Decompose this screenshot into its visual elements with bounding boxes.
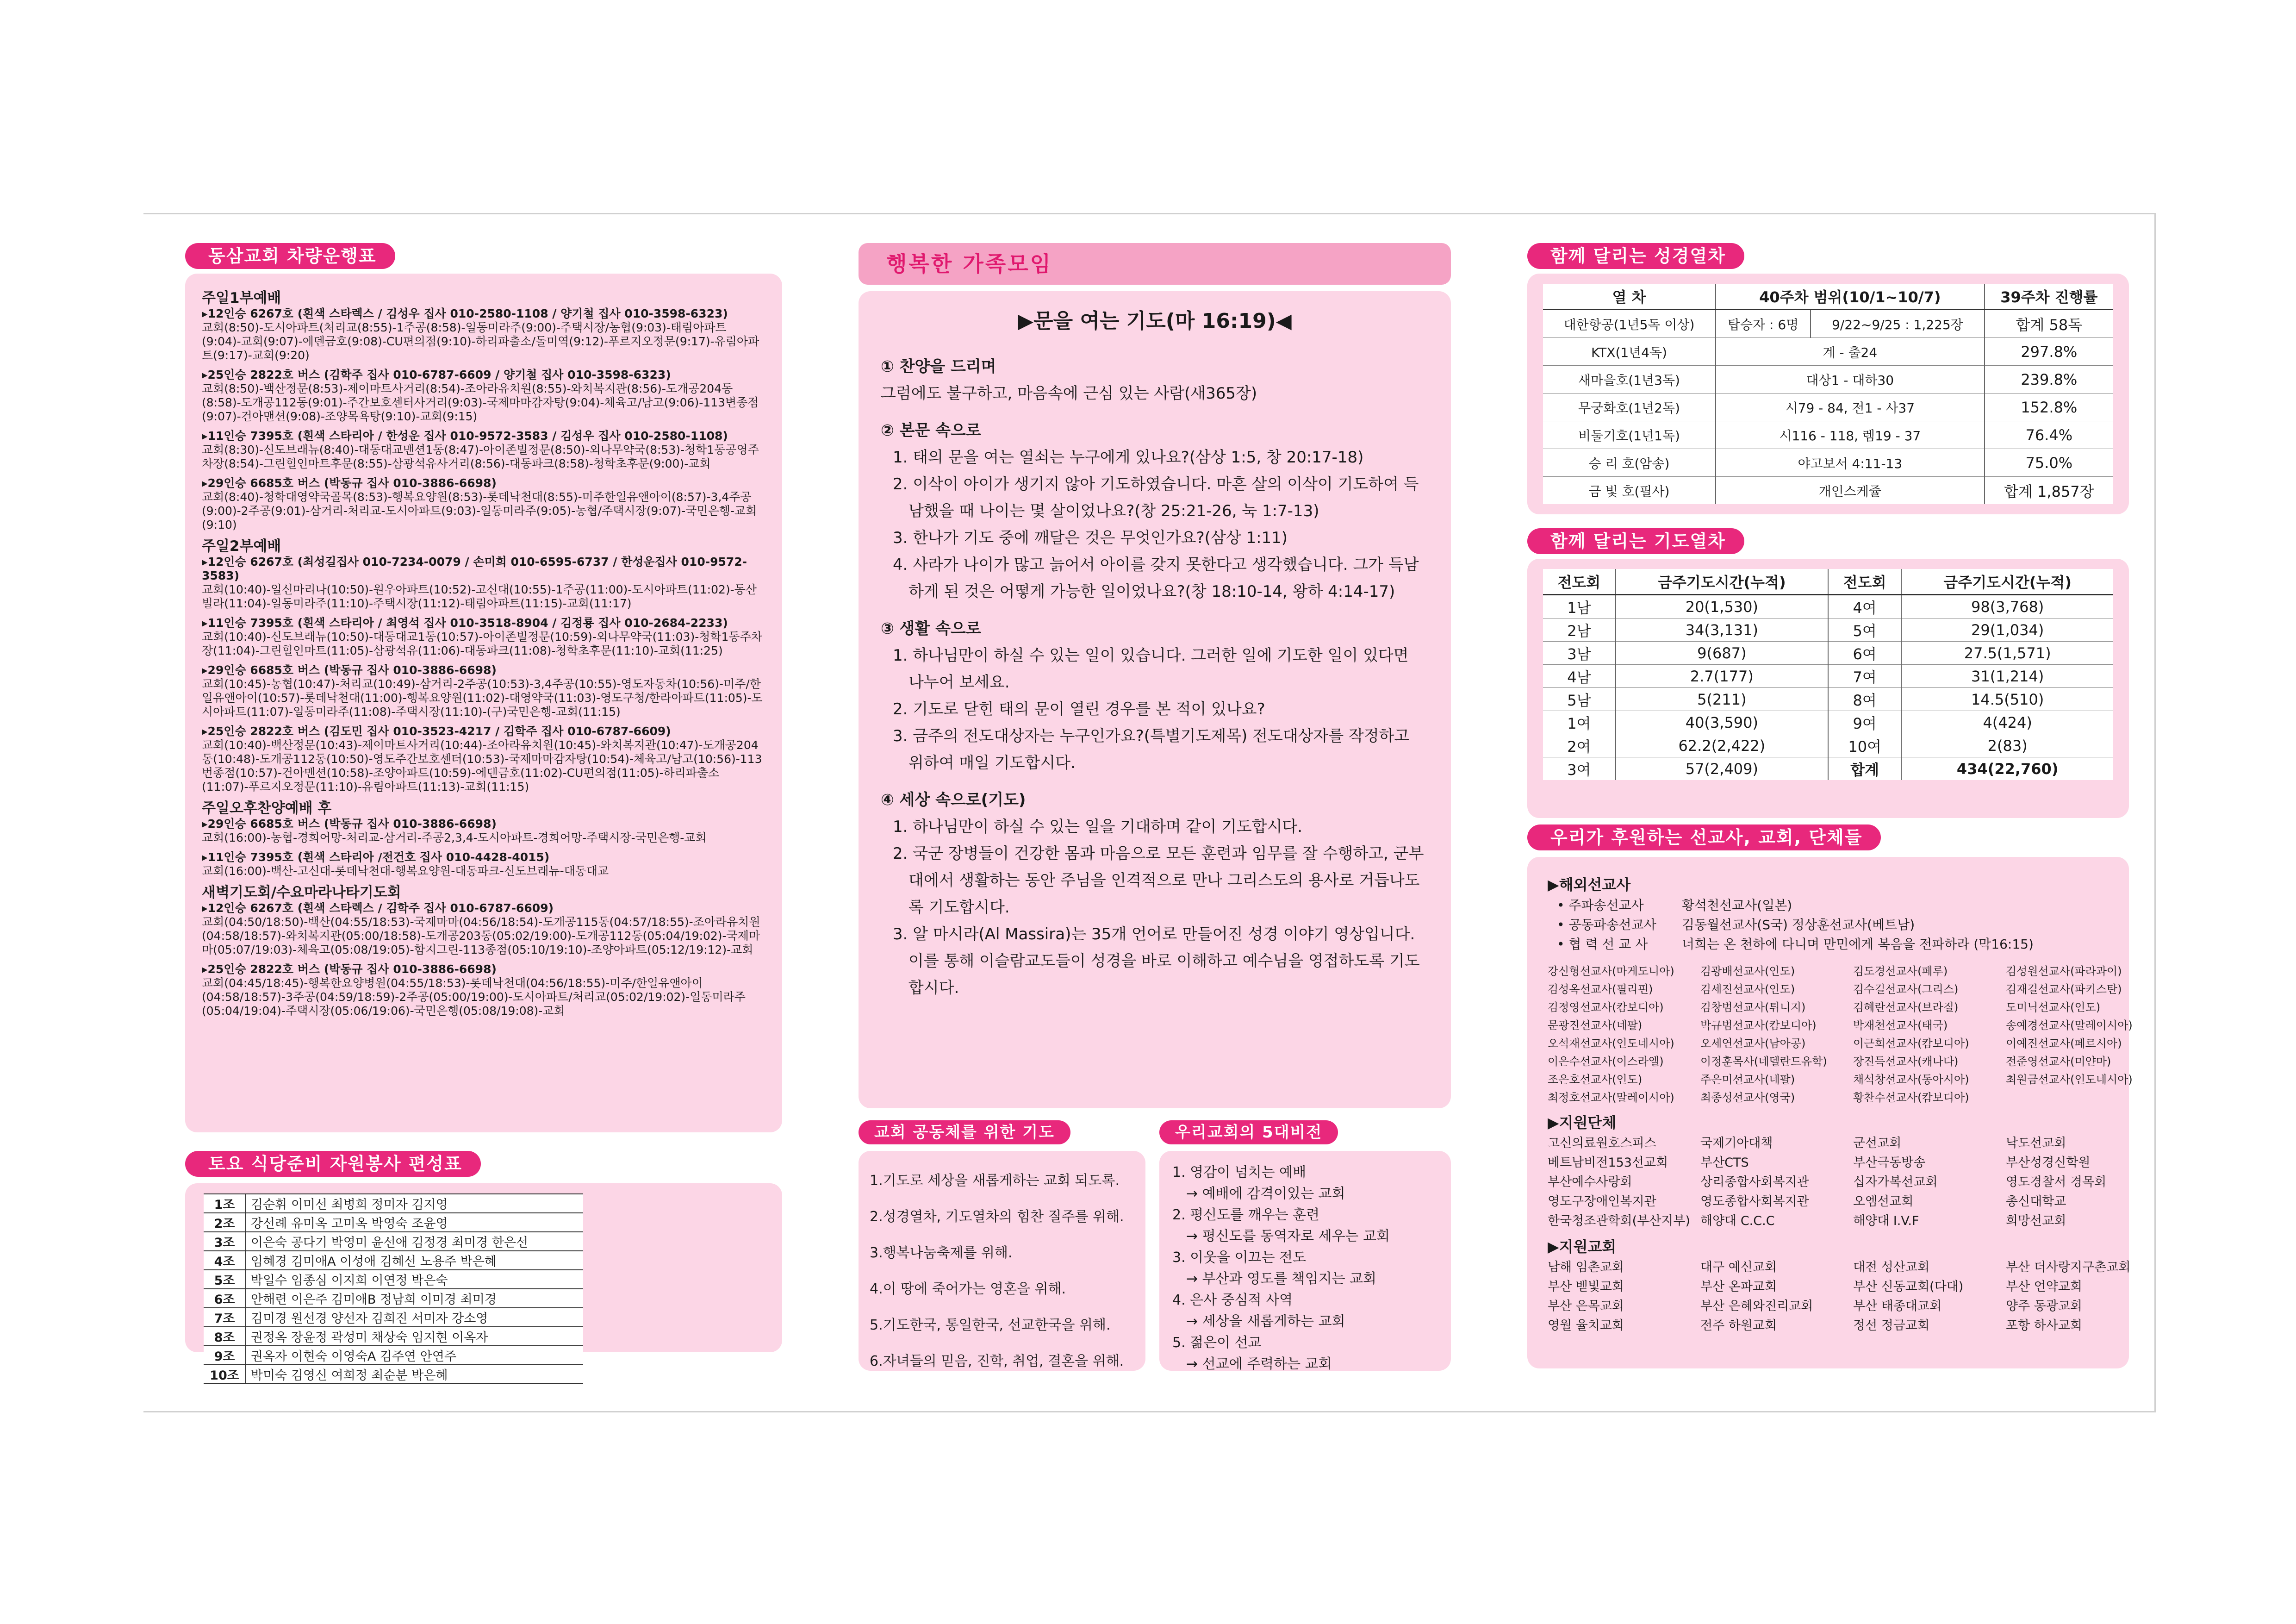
overseas-row <box>1548 935 2109 954</box>
table-row <box>1543 711 2113 734</box>
table-row <box>1543 421 2113 449</box>
section-life-list <box>881 642 1429 776</box>
table-cell: 5(211) <box>1616 688 1828 711</box>
table-row <box>204 1270 583 1289</box>
missionary-name: 오석재선교사(인도네시아) <box>1548 1037 1674 1050</box>
org-name: 고신의료원호스피스 <box>1548 1136 1656 1150</box>
overseas-list <box>1548 896 2109 954</box>
church-name: 부산 언약교회 <box>2006 1280 2083 1294</box>
section-text-title: ② 본문 속으로 <box>881 421 981 440</box>
table-cell: 40(3,590) <box>1616 711 1828 734</box>
table-row <box>204 1289 583 1308</box>
section-world-list <box>881 813 1429 1001</box>
missionary-name: 송예경선교사(말레이시아) <box>2006 1019 2133 1032</box>
table-row <box>1543 449 2113 477</box>
list-item: 4. 사라가 나이가 많고 늙어서 아이를 갖지 못한다고 생각했습니다. 그가 득남하게 된 것은 어떻게 가능한 일이었나요?(창 18:10-14, 왕하 4:14-17) <box>893 556 1419 601</box>
table-row <box>1543 394 2113 421</box>
overseas-row <box>1548 915 2109 935</box>
table-cell: 27.5(1,571) <box>1901 642 2113 665</box>
org-name: 부산성경신학원 <box>2006 1156 2091 1170</box>
table-cell: 14.5(510) <box>1901 688 2113 711</box>
table-cell: 29(1,034) <box>1901 618 2113 642</box>
group-cell: 3조 <box>204 1232 246 1251</box>
missionary-name: 김수길선교사(그리스) <box>1853 983 1959 996</box>
bus-entry <box>202 555 765 611</box>
list-item: → 평신도를 동역자로 세우는 교회 <box>1186 1228 1390 1244</box>
table-row <box>1543 595 2113 618</box>
table-cell: 10여 <box>1828 734 1901 757</box>
column-header: 금주기도시간(누적) <box>1901 569 2113 595</box>
names-cell: 김미경 원선경 양선자 김희진 서미자 강소영 <box>246 1308 583 1327</box>
left-column <box>185 243 782 1383</box>
org-name: 총신대학교 <box>2006 1194 2066 1209</box>
overseas-type: • 협 력 선 교 사 <box>1557 937 1648 952</box>
list-item: 6.자녀들의 믿음, 진학, 취업, 결혼을 위해. <box>870 1353 1124 1369</box>
bus-vehicle: ▸29인승 6685호 버스 (박동규 집사 010-3886-6698) <box>202 476 497 490</box>
missionary-name: 김세진선교사(인도) <box>1700 983 1795 996</box>
volunteer-title: 토요 식당준비 자원봉사 편성표 <box>185 1151 481 1177</box>
list-item: 4. 은사 중심적 사역 <box>1172 1292 1293 1308</box>
bus-route: 교회(16:00)-백산-고신대-롯데낙천대-행복요양원-대동파크-신도브래뉴-대동대교 <box>202 864 609 878</box>
progress-cell: 239.8% <box>1985 366 2113 394</box>
middle-column <box>859 243 1451 1372</box>
bus-vehicle: ▸11인승 7395호 (흰색 스타리아 / 최영석 집사 010-3518-8904 / 김정룡 집사 010-2684-2233) <box>202 616 728 630</box>
progress-cell: 합계 58독 <box>1985 310 2113 338</box>
group-cell: 4조 <box>204 1251 246 1270</box>
overseas-value: 황석천선교사(일본) <box>1682 898 1792 913</box>
range-cell: 시79 - 84, 전1 - 사37 <box>1716 394 1985 421</box>
volunteer-table <box>204 1193 583 1384</box>
list-item: 3. 이웃을 이끄는 전도 <box>1172 1249 1307 1266</box>
progress-cell: 297.8% <box>1985 338 2113 366</box>
progress-cell: 152.8% <box>1985 394 2113 421</box>
table-cell: 3여 <box>1543 757 1616 781</box>
bus-vehicle: ▸11인승 7395호 (흰색 스타리아 /전건호 집사 010-4428-4015) <box>202 850 550 864</box>
church-name: 전주 하원교회 <box>1700 1318 1777 1333</box>
church-name: 포항 하사교회 <box>2006 1318 2083 1333</box>
missionary-name: 최정호선교사(말레이시아) <box>1548 1091 1674 1104</box>
bus-entry <box>202 616 765 658</box>
missionary-name: 박규범선교사(캄보디아) <box>1700 1019 1817 1032</box>
family-title: 행복한 가족모임 <box>859 243 1451 285</box>
list-item: 3. 알 마시라(Al Massira)는 35개 언어로 만들어진 성경 이야기 영상입니다. 이를 통해 이슬람교도들이 성경을 바로 이해하고 예수님을 영접하도록 기도합시다. <box>893 925 1420 997</box>
missionary-name: 김재길선교사(파키스탄) <box>2006 983 2122 996</box>
table-row <box>1543 734 2113 757</box>
table-row <box>204 1251 583 1270</box>
names-cell: 권정옥 장윤정 곽성미 채상숙 임지현 이옥자 <box>246 1327 583 1346</box>
progress-cell: 합계 1,857장 <box>1985 477 2113 505</box>
group-cell: 5조 <box>204 1270 246 1289</box>
missionary-name: 최원금선교사(인도네시아) <box>2006 1073 2133 1086</box>
table-row <box>204 1365 583 1384</box>
section-praise-title: ① 찬양을 드리며 <box>881 357 996 376</box>
church-name: 부산 온파교회 <box>1700 1280 1777 1294</box>
table-row <box>1543 477 2113 505</box>
missionary-name <box>2006 1089 2145 1107</box>
bus-entry <box>202 368 765 424</box>
list-item: 2. 이삭이 아이가 생기지 않아 기도하였습니다. 마흔 살의 이삭이 기도하여 득남했을 때 나이는 몇 살이었나요?(창 25:21-26, 눅 1:7-13) <box>893 475 1419 520</box>
range-cell: 계 - 출24 <box>1716 338 1985 366</box>
list-item: 2. 기도로 닫힌 태의 문이 열린 경우를 본 적이 있나요? <box>893 700 1265 718</box>
train-cell: 비둘기호(1년1독) <box>1543 421 1716 449</box>
range-cell: 시116 - 118, 렘19 - 37 <box>1716 421 1985 449</box>
table-row <box>1543 642 2113 665</box>
table-row <box>1543 618 2113 642</box>
church-name: 대전 성산교회 <box>1853 1260 1930 1274</box>
missions-title: 우리가 후원하는 선교사, 교회, 단체들 <box>1527 824 1881 850</box>
table-cell: 57(2,409) <box>1616 757 1828 781</box>
table-cell: 2남 <box>1543 618 1616 642</box>
table-cell: 34(3,131) <box>1616 618 1828 642</box>
org-name: 상리종합사회복지관 <box>1700 1175 1809 1189</box>
progress-cell: 75.0% <box>1985 449 2113 477</box>
bus-vehicle: ▸29인승 6685호 버스 (박동규 집사 010-3886-6698) <box>202 663 497 677</box>
range-cell: 탑승자 : 6명 <box>1716 310 1811 338</box>
org-name: 영도종합사회복지관 <box>1700 1194 1809 1209</box>
list-item: → 부산과 영도를 책임지는 교회 <box>1186 1271 1377 1287</box>
bible-train-table <box>1543 284 2113 504</box>
list-item: 1.기도로 세상을 새롭게하는 교회 되도록. <box>870 1173 1120 1189</box>
missionary-name: 김성원선교사(파라과이) <box>2006 965 2122 978</box>
org-name: 영도경찰서 경목회 <box>2006 1175 2107 1189</box>
bus-schedule-panel <box>185 274 782 1132</box>
missionary-grid <box>1548 962 2133 1107</box>
table-cell: 9(687) <box>1616 642 1828 665</box>
missionary-name: 도미닉선교사(인도) <box>2006 1001 2101 1014</box>
missionary-name: 전준영선교사(미얀마) <box>2006 1055 2111 1068</box>
missionary-name: 오세연선교사(남아공) <box>1700 1037 1806 1050</box>
bus-vehicle: ▸25인승 2822호 버스 (박동규 집사 010-3886-6698) <box>202 962 497 976</box>
table-cell: 6여 <box>1828 642 1901 665</box>
overseas-type: • 주파송선교사 <box>1557 898 1644 913</box>
range-cell: 9/22~9/25 : 1,225장 <box>1811 310 1984 338</box>
missionary-name: 김성옥선교사(필리핀) <box>1548 983 1653 996</box>
train-cell: 새마을호(1년3독) <box>1543 366 1716 394</box>
table-cell: 합계 <box>1828 757 1901 781</box>
missionary-name: 장진득선교사(캐나다) <box>1853 1055 1959 1068</box>
org-name: 군선교회 <box>1853 1136 1902 1150</box>
table-cell: 8여 <box>1828 688 1901 711</box>
missions-panel <box>1527 857 2133 1368</box>
org-name: 부산극동방송 <box>1853 1156 1926 1170</box>
bus-schedule-title: 동삼교회 차량운행표 <box>185 243 395 269</box>
org-name: 부산CTS <box>1700 1156 1749 1170</box>
table-cell: 7여 <box>1828 665 1901 688</box>
church-name: 남해 임촌교회 <box>1548 1260 1624 1274</box>
names-cell: 임혜경 김미애A 이성애 김혜선 노용주 박은혜 <box>246 1251 583 1270</box>
names-cell: 박미숙 김영신 여희정 최순분 박은혜 <box>246 1365 583 1384</box>
group-cell: 10조 <box>204 1365 246 1384</box>
column-header: 40주차 범위(10/1~10/7) <box>1716 284 1985 310</box>
missionary-name: 주은미선교사(네팔) <box>1700 1073 1795 1086</box>
missionary-name: 박재천선교사(태국) <box>1853 1019 1948 1032</box>
group-cell: 9조 <box>204 1346 246 1365</box>
vision-title: 우리교회의 5대비전 <box>1159 1120 1338 1144</box>
missionary-name: 조은호선교사(인도) <box>1548 1073 1643 1086</box>
table-row <box>1543 665 2113 688</box>
bus-vehicle: ▸29인승 6685호 버스 (박동규 집사 010-3886-6698) <box>202 817 497 831</box>
bus-vehicle: ▸12인승 6267호 (최성길집사 010-7234-0079 / 손미희 010-6595-6737 / 한성운집사 010-9572-3583) <box>202 555 747 582</box>
table-cell: 2여 <box>1543 734 1616 757</box>
overseas-row <box>1548 896 2109 915</box>
bus-section-title: 주일2부예배 <box>202 538 281 555</box>
list-item: 5.기도한국, 통일한국, 선교한국을 위해. <box>870 1317 1111 1333</box>
bus-route: 교회(10:45)-농협(10:47)-처리교(10:49)-삼거리-2주공(10:53)-3,4주공(10:55)-영도자동차(10:56)-미주/한일유앤아이(10:57)-롯데낙천대(11:00)-행복요양원(11:02)-대영약국(11:03)-영도구청/한라아파트(11:05)-도시아파트(11:07)-일동미라주(11:08)-주택시장(11:10)-(구)국민은행-교회(11:15) <box>202 677 763 718</box>
church-name: 부산 은목교회 <box>1548 1299 1624 1313</box>
table-row <box>204 1346 583 1365</box>
table-row <box>1543 338 2113 366</box>
orgs-heading: ▶지원단체 <box>1548 1114 1617 1131</box>
missionary-name: 이정훈목사(네델란드유학) <box>1700 1055 1827 1068</box>
family-panel <box>859 291 1451 1108</box>
bus-route: 교회(10:40)-일신마리나(10:50)-원우아파트(10:52)-고신대(10:55)-1주공(11:00)-도시아파트(11:02)-동산빌라(11:04)-일동미라주(11:10)-주택시장(11:12)-태림아파트(11:15)-교회(11:17) <box>202 583 757 610</box>
missionary-name: 채석창선교사(동아시아) <box>1853 1073 1969 1086</box>
bus-route: 교회(10:40)-신도브래뉴(10:50)-대동대교1동(10:57)-아이존빌정문(10:59)-외나무약국(11:03)-청학1동주차장(11:04)-그린힐인마트(11:05)-삼광석유(11:06)-대동파크(11:08)-청학초후문(11:10)-교회(11:25) <box>202 630 762 657</box>
bus-route: 교회(04:45/18:45)-행복한요양병원(04:55/18:53)-롯데낙천대(04:56/18:55)-미주/한일유앤아이(04:58/18:57)-3주공(04:59/18:59)-2주공(05:00/19:00)-도시아파트/처리교(05:02/19:02)-일동미라주(05:04/19:04)-주택시장(05:06/19:06)-국민은행(05:08/19:08)-교회 <box>202 976 746 1018</box>
bus-entry <box>202 962 765 1018</box>
range-cell: 대상1 - 대하30 <box>1716 366 1985 394</box>
bus-route: 교회(8:40)-청학대영약국골목(8:53)-행복요양원(8:53)-롯데낙천대(8:55)-미주한일유앤아이(8:57)-3,4주공(9:00)-2주공(9:01)-삼거리-처리교-도시아파트(9:03)-일동미라주(9:05)-농협/주택시장(9:07)-국민은행-교회(9:10) <box>202 490 757 531</box>
overseas-heading: ▶해외선교사 <box>1548 876 1631 893</box>
names-cell: 권옥자 이현숙 이영숙A 김주연 안연주 <box>246 1346 583 1365</box>
bible-train-panel <box>1527 274 2129 514</box>
train-cell: 승 리 호(암송) <box>1543 449 1716 477</box>
community-prayer-title: 교회 공동체를 위한 기도 <box>859 1120 1070 1144</box>
church-name: 대구 예신교회 <box>1700 1260 1777 1274</box>
bus-route: 교회(8:50)-도시아파트(처리교(8:55)-1주공(8:58)-일동미라주(9:00)-주택시장/농협(9:03)-태림아파트(9:04)-교회(9:07)-에덴금호(9:08)-CU편의점(9:10)-하리파출소/돌미역(9:12)-푸르지오정문(9:17)-유림아파트(9:17)-교회(9:20) <box>202 321 759 362</box>
bus-route: 교회(16:00)-농협-경희어망-처리교-삼거리-주공2,3,4-도시아파트-경희어망-주택시장-국민은행-교회 <box>202 831 707 844</box>
missions-section <box>1527 824 2133 1368</box>
table-cell: 4여 <box>1828 595 1901 618</box>
bible-train-title: 함께 달리는 성경열차 <box>1527 243 1744 269</box>
org-name: 국제기아대책 <box>1700 1136 1773 1150</box>
list-item: 2. 국군 장병들이 건강한 몸과 마음으로 모든 훈련과 임무를 잘 수행하고, 군부대에서 생활하는 동안 주님을 인격적으로 만나 그리스도의 용사로 거듭나도록 기도합시다. <box>893 844 1424 917</box>
bus-route: 교회(10:40)-백산정문(10:43)-제이마트사거리(10:44)-조아라유치원(10:45)-와치복지관(10:47)-도개공204동(10:48)-도개공112동(10:50)-영도주간보호센터(10:53)-국제마마감자탕(10:54)-체육고/남고(10:56)-113번종점(10:57)-건아맨션(10:58)-조양아파트(10:59)-에덴금호(11:02)-CU편의점(11:05)-하리파출소(11:07)-푸르지오정문(11:10)-유림아파트(11:13)-교회(11:15) <box>202 738 762 793</box>
bus-entry <box>202 307 765 362</box>
table-cell: 3남 <box>1543 642 1616 665</box>
bus-entry <box>202 817 765 845</box>
table-row <box>204 1308 583 1327</box>
bus-entry <box>202 663 765 719</box>
names-cell: 박일수 임종심 이지희 이연정 박은숙 <box>246 1270 583 1289</box>
overseas-value: 너희는 온 천하에 다니며 만민에게 복음을 전파하라 (막16:15) <box>1682 937 2034 952</box>
org-name: 한국청조관학회(부산지부) <box>1548 1214 1690 1228</box>
list-item: 2.성경열차, 기도열차의 힘찬 질주를 위해. <box>870 1209 1124 1225</box>
org-name: 해양대 I.V.F <box>1853 1214 1919 1228</box>
train-cell: 무궁화호(1년2독) <box>1543 394 1716 421</box>
vision-panel <box>1159 1151 1451 1371</box>
names-cell: 이은숙 공다기 박영미 윤선애 김정경 최미경 한은선 <box>246 1232 583 1251</box>
bus-entry <box>202 725 765 794</box>
group-cell: 8조 <box>204 1327 246 1346</box>
list-item: 1. 영감이 넘치는 예배 <box>1172 1164 1307 1181</box>
org-name: 십자가복선교회 <box>1853 1175 1938 1189</box>
table-cell: 98(3,768) <box>1901 595 2113 618</box>
org-name: 베트남비전153선교회 <box>1548 1156 1668 1170</box>
org-name: 낙도선교회 <box>2006 1136 2066 1150</box>
church-name: 부산 태종대교회 <box>1853 1299 1942 1313</box>
table-cell: 4(424) <box>1901 711 2113 734</box>
list-item: → 예배에 감격이있는 교회 <box>1186 1186 1345 1202</box>
table-cell: 4남 <box>1543 665 1616 688</box>
names-cell: 김순휘 이미선 최병희 정미자 김지영 <box>246 1194 583 1213</box>
bus-section-title: 주일오후찬양예배 후 <box>202 800 332 817</box>
section-text-list <box>881 444 1429 605</box>
bus-section-title: 새벽기도회/수요마라나타기도회 <box>202 884 401 901</box>
prayer-train-title: 함께 달리는 기도열차 <box>1527 528 1744 554</box>
group-cell: 7조 <box>204 1308 246 1327</box>
bus-vehicle: ▸12인승 6267호 (흰색 스타렉스 / 김성우 집사 010-2580-1108 / 양기철 집사 010-3598-6323) <box>202 307 728 320</box>
section-life-title: ③ 생활 속으로 <box>881 619 981 638</box>
church-name: 정선 정금교회 <box>1853 1318 1930 1333</box>
table-row <box>1543 366 2113 394</box>
overseas-value: 김동월선교사(S국) 정상훈선교사(베트남) <box>1682 917 1915 932</box>
list-item: 1. 하나님만이 하실 수 있는 일을 기대하며 같이 기도합시다. <box>893 818 1303 836</box>
column-header: 39주차 진행률 <box>1985 284 2113 310</box>
list-item: 3. 한나가 기도 중에 깨달은 것은 무엇인가요?(삼상 1:11) <box>893 529 1288 547</box>
table-row <box>204 1213 583 1232</box>
list-item: 3.행복나눔축제를 위해. <box>870 1245 1013 1261</box>
table-cell: 31(1,214) <box>1901 665 2113 688</box>
bus-vehicle: ▸11인승 7395호 (흰색 스타리아 / 한성운 집사 010-9572-3583 / 김성우 집사 010-2580-1108) <box>202 429 728 443</box>
family-heading: ▶문을 여는 기도(마 16:19)◀ <box>1018 309 1292 333</box>
column-header: 전도회 <box>1543 569 1616 595</box>
community-prayer-section <box>859 1120 1145 1371</box>
section-praise-text: 그럼에도 불구하고, 마음속에 근심 있는 사람(새365장) <box>881 384 1257 403</box>
missionary-name: 황찬수선교사(캄보디아) <box>1853 1091 1969 1104</box>
list-item: 1. 태의 문을 여는 열쇠는 누구에게 있나요?(삼상 1:5, 창 20:17-18) <box>893 448 1364 467</box>
list-item: 1. 하나님만이 하실 수 있는 일이 있습니다. 그러한 일에 기도한 일이 있다면 나누어 보세요. <box>893 646 1409 692</box>
bus-entry <box>202 476 765 532</box>
bus-vehicle: ▸25인승 2822호 버스 (김도민 집사 010-3523-4217 / 김학주 집사 010-6787-6609) <box>202 725 671 738</box>
org-name: 부산예수사랑회 <box>1548 1175 1632 1189</box>
table-cell: 2.7(177) <box>1616 665 1828 688</box>
table-cell: 9여 <box>1828 711 1901 734</box>
church-name: 양주 동광교회 <box>2006 1299 2083 1313</box>
prayer-train-table <box>1543 569 2113 780</box>
list-item: 4.이 땅에 죽어가는 영혼을 위해. <box>870 1281 1066 1297</box>
table-row <box>1543 310 2113 338</box>
progress-cell: 76.4% <box>1985 421 2113 449</box>
missionary-name: 김도경선교사(페루) <box>1853 965 1948 978</box>
table-cell: 20(1,530) <box>1616 595 1828 618</box>
org-name: 오엠선교회 <box>1853 1194 1914 1209</box>
churches-heading: ▶지원교회 <box>1548 1238 1617 1255</box>
table-cell: 62.2(2,422) <box>1616 734 1828 757</box>
train-cell: KTX(1년4독) <box>1543 338 1716 366</box>
table-cell: 1여 <box>1543 711 1616 734</box>
table-row <box>1543 688 2113 711</box>
org-name: 영도구장애인복지관 <box>1548 1194 1656 1209</box>
group-cell: 6조 <box>204 1289 246 1308</box>
table-row <box>1543 757 2113 781</box>
missionary-name: 김혜란선교사(브라질) <box>1853 1001 1959 1014</box>
names-cell: 안해련 이은주 김미애B 정남희 이미경 최미경 <box>246 1289 583 1308</box>
list-item: → 세상을 새롭게하는 교회 <box>1186 1313 1345 1330</box>
group-cell: 2조 <box>204 1213 246 1232</box>
section-world-title: ④ 세상 속으로(기도) <box>881 791 1026 809</box>
missionary-name: 김정영선교사(캄보디아) <box>1548 1001 1664 1014</box>
church-name: 부산 은혜와진리교회 <box>1700 1299 1813 1313</box>
range-cell: 야고보서 4:11-13 <box>1716 449 1985 477</box>
train-cell: 대한항공(1년5독 이상) <box>1543 310 1716 338</box>
bus-vehicle: ▸12인승 6267호 (흰색 스타렉스 / 김학주 집사 010-6787-6609) <box>202 901 554 915</box>
column-header: 열 차 <box>1543 284 1716 310</box>
missionary-name: 이은수선교사(이스라엘) <box>1548 1055 1664 1068</box>
church-name: 부산 더사랑지구촌교회 <box>2006 1260 2131 1274</box>
table-row <box>204 1327 583 1346</box>
bus-entry <box>202 901 765 957</box>
bus-route: 교회(8:30)-신도브래뉴(8:40)-대동대교맨션1동(8:47)-아이존빌정문(8:50)-외나무약국(8:53)-청학1동공영주차장(8:54)-그린힐인마트후문(8:55)-삼광석유사거리(8:56)-대동파크(8:58)-청학초후문(9:00)-교회 <box>202 443 759 470</box>
table-cell: 2(83) <box>1901 734 2113 757</box>
bus-route: 교회(04:50/18:50)-백산(04:55/18:53)-국제마마(04:56/18:54)-도개공115동(04:57/18:55)-조아라유치원(04:58/18:57)-와치복지관(05:00/18:58)-도개공203동(05:02/19:00)-도개공112동(05:04/19:02)-국제마마(05:07/19:03)-체육고(05:08/19:05)-함지그린-113종점(05:10/19:10)-조양아파트(05:12/19:12)-교회 <box>202 915 760 956</box>
bus-entry <box>202 429 765 471</box>
missionary-name: 최종성선교사(영국) <box>1700 1091 1795 1104</box>
table-cell: 5여 <box>1828 618 1901 642</box>
group-cell: 1조 <box>204 1194 246 1213</box>
names-cell: 강선례 유미옥 고미옥 박영숙 조윤영 <box>246 1213 583 1232</box>
overseas-type: • 공동파송선교사 <box>1557 917 1656 932</box>
missionary-name: 강신형선교사(마게도니아) <box>1548 965 1674 978</box>
church-name: 부산 신동교회(다대) <box>1853 1280 1964 1294</box>
missionary-name: 이예진선교사(페르시아) <box>2006 1037 2122 1050</box>
bus-route: 교회(8:50)-백산정문(8:53)-제이마트사거리(8:54)-조아라유치원(8:55)-와치복지관(8:56)-도개공204동(8:58)-도개공112동(9:01)-주간보호센터사거리(9:03)-국제마마감자탕(9:04)-체육고/남고(9:06)-113변종점(9:07)-건아맨션(9:08)-조양목욕탕(9:10)-교회(9:15) <box>202 382 759 423</box>
table-cell: 5남 <box>1543 688 1616 711</box>
volunteer-panel <box>185 1183 782 1383</box>
table-cell: 434(22,760) <box>1901 757 2113 781</box>
community-prayer-panel <box>859 1151 1145 1371</box>
missionary-name: 이근희선교사(캄보디아) <box>1853 1037 1969 1050</box>
church-name: 부산 벧빛교회 <box>1548 1280 1624 1294</box>
table-header-row <box>1543 569 2113 595</box>
column-header: 금주기도시간(누적) <box>1616 569 1828 595</box>
bus-vehicle: ▸25인승 2822호 버스 (김학주 집사 010-6787-6609 / 양기철 집사 010-3598-6323) <box>202 368 671 381</box>
list-item: 3. 금주의 전도대상자는 누구인가요?(특별기도제목) 전도대상자를 작정하고 위하여 매일 기도합시다. <box>893 727 1410 772</box>
list-item: → 선교에 주력하는 교회 <box>1186 1356 1332 1372</box>
bus-section-title: 주일1부예배 <box>202 290 281 306</box>
missionary-name: 김창범선교사(튀니지) <box>1700 1001 1806 1014</box>
table-row <box>204 1194 583 1213</box>
church-grid <box>1548 1258 2131 1336</box>
org-grid <box>1548 1134 2109 1231</box>
org-name: 해양대 C.C.C <box>1700 1214 1775 1228</box>
list-item: 2. 평신도를 깨우는 훈련 <box>1172 1207 1320 1223</box>
vision-section <box>1159 1120 1451 1371</box>
list-item: 5. 젊은이 선교 <box>1172 1335 1262 1351</box>
column-header: 전도회 <box>1828 569 1901 595</box>
range-cell: 개인스케쥴 <box>1716 477 1985 505</box>
prayer-train-panel <box>1527 559 2129 818</box>
org-name: 희망선교회 <box>2006 1214 2066 1228</box>
table-header-row <box>1543 284 2113 310</box>
right-column <box>1527 243 2133 1368</box>
prayer-train-section <box>1527 528 2129 818</box>
volunteer-section <box>185 1151 782 1383</box>
missionary-name: 문광진선교사(네팔) <box>1548 1019 1643 1032</box>
table-row <box>204 1232 583 1251</box>
train-cell: 금 빛 호(필사) <box>1543 477 1716 505</box>
table-cell: 1남 <box>1543 595 1616 618</box>
missionary-name: 김광배선교사(인도) <box>1700 965 1795 978</box>
bus-entry <box>202 850 765 878</box>
church-name: 영월 율치교회 <box>1548 1318 1624 1333</box>
